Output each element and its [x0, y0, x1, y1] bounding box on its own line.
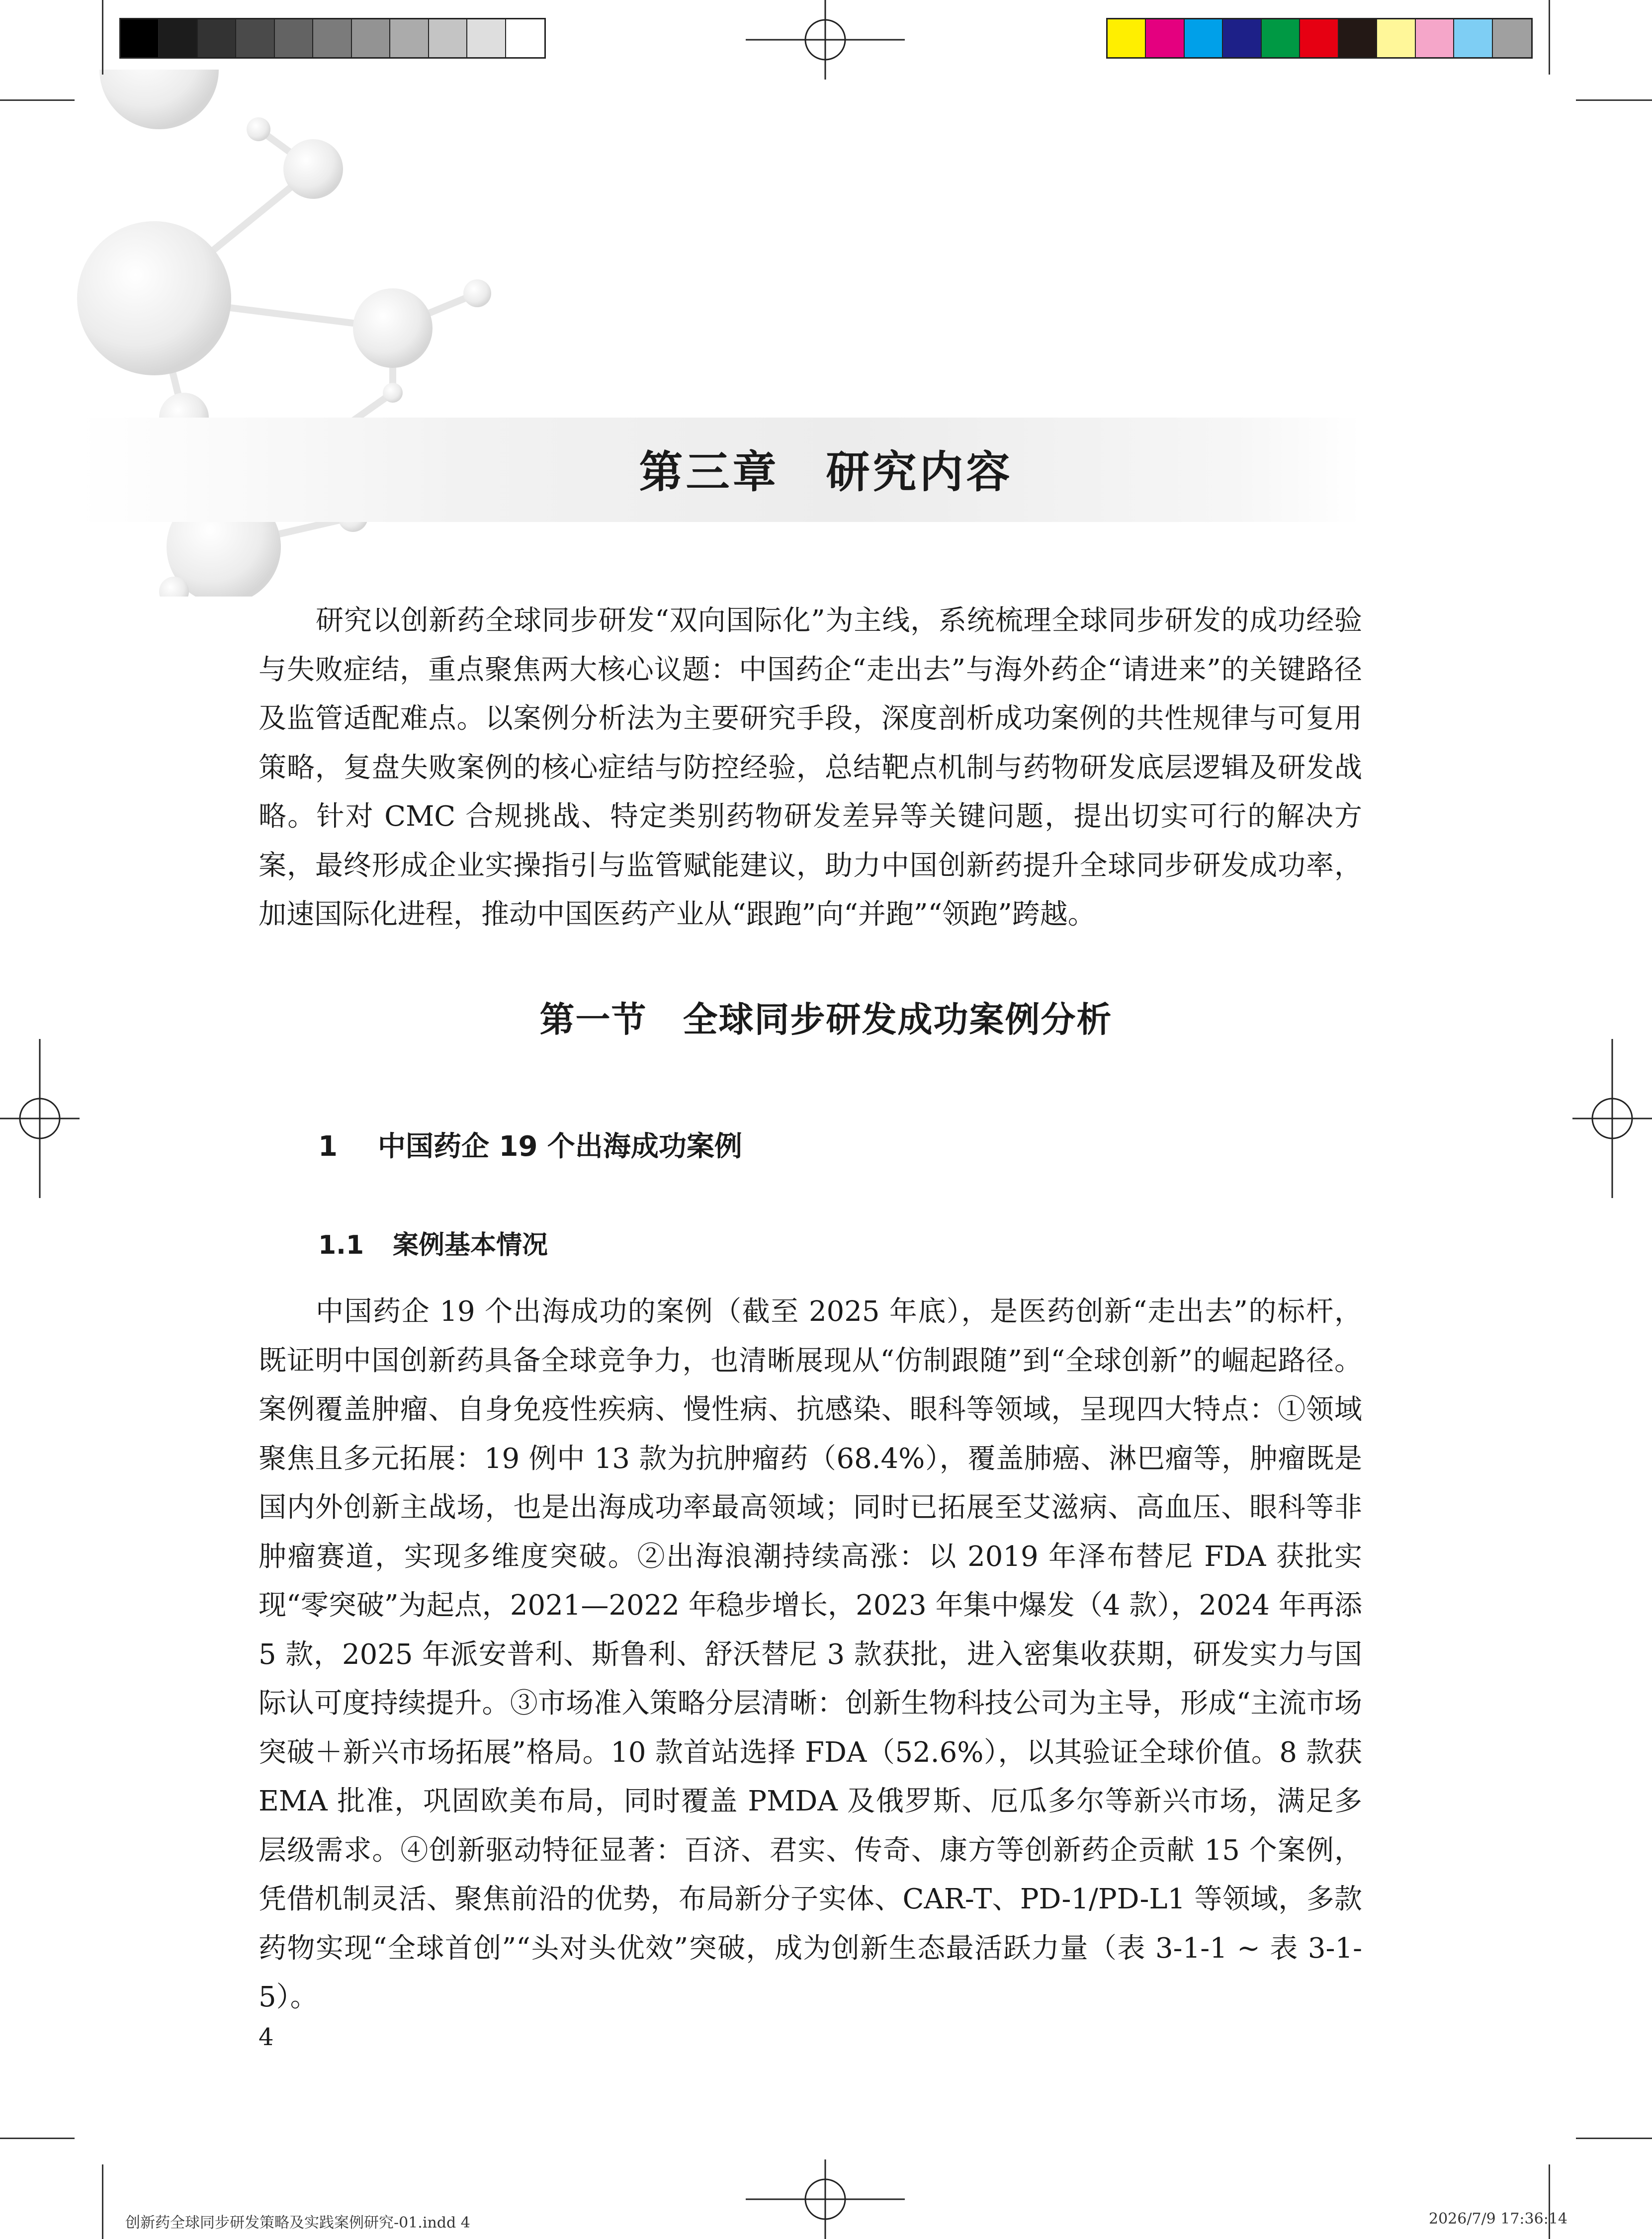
color-swatch: [1454, 19, 1492, 57]
color-swatch: [1416, 19, 1454, 57]
color-swatch: [1493, 19, 1531, 57]
body-paragraph: 中国药企 19 个出海成功的案例（截至 2025 年底），是医药创新“走出去”的标杆，既证明中国创新药具备全球竞争力，也清晰展现从“仿制跟随”到“全球创新”的崛起路径。案例覆盖肿瘤、自身免疫性疾病、慢性病、抗感染、眼科等领域，呈现四大特点：①领域聚焦且多元拓展：19 例中 13 款为抗肿瘤药（68.4%），覆盖肺癌、淋巴瘤等，肿瘤既是国内外创新主战场，也是出海成功率最高领域；同时已拓展至艾滋病、高血压、眼科等非肿瘤赛道，实现多维度突破。②出海浪潮持续高涨：以 2019 年泽布替尼 FDA 获批实现“零突破”为起点，2021—2022 年稳步增长，2023 年集中爆发（4 款），2024 年再添 5 款，2025 年派安普利、斯鲁利、舒沃替尼 3 款获批，进入密集收获期，研发实力与国际认可度持续提升。③市场准入策略分层清晰：创新生物科技公司为主导，形成“主流市场突破＋新兴市场拓展”格局。10 款首站选择 FDA（52.6%），以其验证全球价值。8 款获 EMA 批准，巩固欧美布局，同时覆盖 PMDA 及俄罗斯、厄瓜多尔等新兴市场，满足多层级需求。④创新驱动特征显著：百济、君实、传奇、康方等创新药企贡献 15 个案例，凭借机制灵活、聚焦前沿的优势，布局新分子实体、CAR-T、PD-1/PD-L1 等领域，多款药物实现“全球首创”“头对头优效”突破，成为创新生态最活跃力量（表 3-1-1 ~ 表 3-1-5）。: [259, 1295, 1362, 2013]
registration-target-top: [746, 0, 905, 80]
registration-target-left: [0, 1039, 80, 1198]
color-calibration-bar: [1106, 18, 1533, 59]
color-swatch: [1377, 19, 1415, 57]
registration-target-bottom: [746, 2159, 905, 2239]
crop-mark-top-left-h: [0, 99, 75, 101]
gray-swatch: [467, 19, 506, 57]
color-swatch: [1339, 19, 1377, 57]
intro-paragraph: 研究以创新药全球同步研发“双向国际化”为主线，系统梳理全球同步研发的成功经验与失败症结，重点聚焦两大核心议题：中国药企“走出去”与海外药企“请进来”的关键路径及监管适配难点。以案例分析法为主要研究手段，深度剖析成功案例的共性规律与可复用策略，复盘失败案例的核心症结与防控经验，总结靶点机制与药物研发底层逻辑及研发战略。针对 CMC 合规挑战、特定类别药物研发差异等关键问题，提出切实可行的解决方案，最终形成企业实操指引与监管赋能建议，助力中国创新药提升全球同步研发成功率，加速国际化进程，推动中国医药产业从“跟跑”向“并跑”“领跑”跨越。: [259, 604, 1362, 931]
gray-swatch: [198, 19, 236, 57]
heading-level-2-number: 1.1: [318, 1230, 364, 1260]
crop-mark-bottom-right-h: [1576, 2138, 1652, 2139]
gray-swatch: [121, 19, 159, 57]
gray-swatch: [506, 19, 544, 57]
gray-swatch: [236, 19, 274, 57]
heading-level-1: [318, 1124, 742, 1164]
section-title: 第一节 全球同步研发成功案例分析: [539, 999, 1113, 1040]
gray-swatch: [275, 19, 313, 57]
heading-level-2: [318, 1224, 548, 1261]
chapter-title: 第三章 研究内容: [639, 446, 1013, 498]
heading-level-2-text: 案例基本情况: [393, 1230, 548, 1260]
gray-swatch: [313, 19, 351, 57]
crop-mark-bottom-right-v: [1549, 2164, 1550, 2239]
footer-timestamp: 2026/7/9 17:36:14: [1428, 2210, 1567, 2228]
heading-level-1-number: 1: [318, 1130, 338, 1163]
grayscale-calibration-bar: [119, 18, 546, 59]
footer-file-name: 创新药全球同步研发策略及实践案例研究-01.indd 4: [125, 2214, 470, 2232]
heading-level-1-text: 中国药企 19 个出海成功案例: [378, 1130, 742, 1163]
gray-swatch: [352, 19, 390, 57]
color-swatch: [1185, 19, 1223, 57]
color-swatch: [1146, 19, 1184, 57]
color-swatch: [1108, 19, 1146, 57]
page-number: 4: [259, 2023, 274, 2051]
crop-mark-bottom-left-h: [0, 2138, 75, 2139]
gray-swatch: [159, 19, 197, 57]
crop-mark-bottom-left-v: [102, 2164, 103, 2239]
registration-target-right: [1572, 1039, 1652, 1198]
gray-swatch: [429, 19, 467, 57]
gray-swatch: [390, 19, 429, 57]
color-swatch: [1300, 19, 1338, 57]
crop-mark-top-right-v: [1549, 0, 1550, 75]
crop-mark-top-left-v: [102, 0, 103, 75]
color-swatch: [1262, 19, 1300, 57]
color-swatch: [1223, 19, 1261, 57]
crop-mark-top-right-h: [1576, 99, 1652, 101]
